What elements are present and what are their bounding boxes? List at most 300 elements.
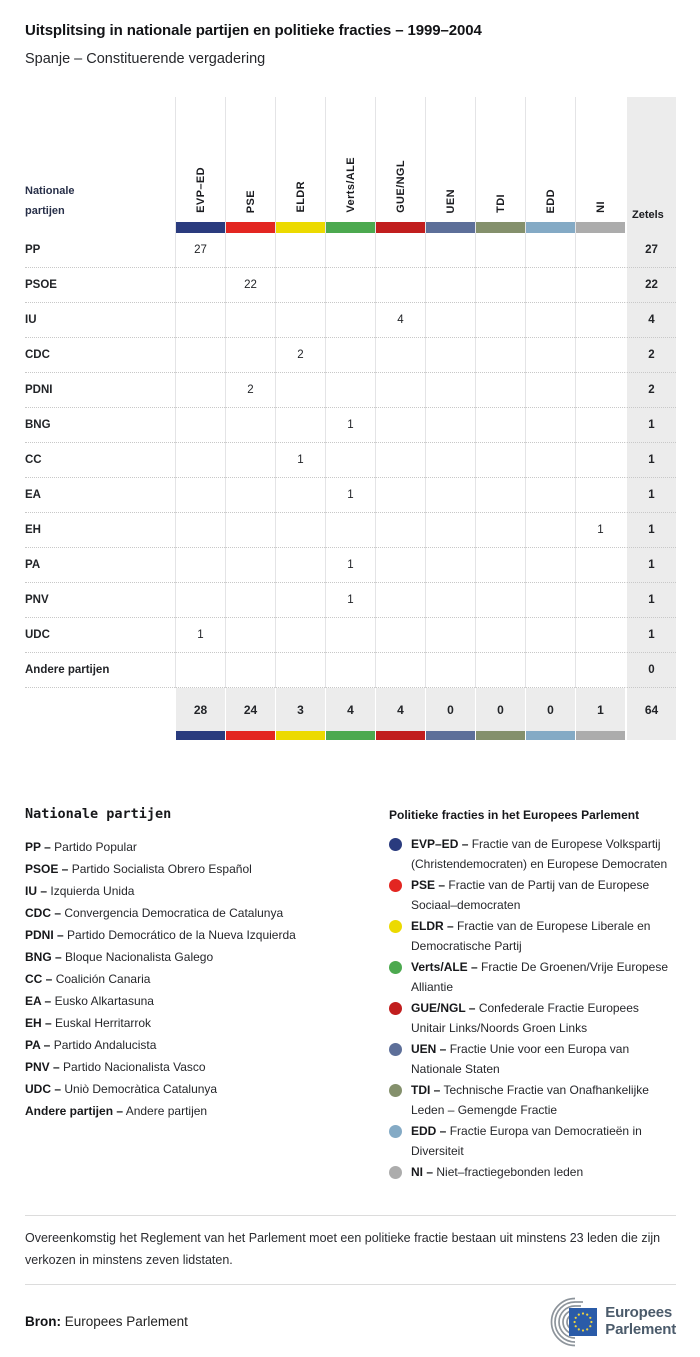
- seat-cell: 1: [325, 583, 375, 618]
- seat-cell: [275, 583, 325, 618]
- table-row: [25, 583, 676, 618]
- seat-cell: [475, 618, 525, 653]
- row-total-seats: 2: [625, 373, 676, 408]
- footnote-section: [25, 1215, 676, 1285]
- seat-cell: [575, 233, 625, 268]
- party-name: Convergencia Democratica de Catalunya: [64, 906, 284, 920]
- group-column-label: EVP–ED: [194, 167, 207, 213]
- seat-cell: [575, 618, 625, 653]
- group-column-header: [175, 97, 225, 233]
- totals-row: [25, 688, 676, 731]
- group-column-header: [225, 97, 275, 233]
- seat-cell: [175, 478, 225, 513]
- seat-cell: [525, 653, 575, 688]
- seat-cell: [425, 653, 475, 688]
- party-abbr: EA –: [25, 994, 52, 1008]
- group-abbr: UEN –: [411, 1042, 447, 1056]
- party-label: UDC: [25, 618, 175, 653]
- table-row: [25, 408, 676, 443]
- table-row: [25, 338, 676, 373]
- seat-cell: [275, 618, 325, 653]
- group-name: Fractie Europa van Democratieën in Diversiteit: [411, 1124, 642, 1158]
- party-abbr: CDC –: [25, 906, 62, 920]
- seat-cell: 1: [325, 408, 375, 443]
- group-total: 0: [475, 688, 525, 731]
- party-legend-item: [25, 1012, 389, 1034]
- group-total: 4: [325, 688, 375, 731]
- group-name: Fractie van de Europese Volkspartij (Christendemocraten) en Europese Democraten: [411, 837, 668, 871]
- seat-cell: [375, 268, 425, 303]
- source: [25, 1314, 188, 1329]
- seat-cell: [375, 408, 425, 443]
- seat-cell: [475, 653, 525, 688]
- seat-cell: 1: [275, 443, 325, 478]
- seat-cell: [375, 338, 425, 373]
- seats-column-footer: [625, 731, 676, 740]
- group-legend-item: [389, 835, 676, 874]
- group-column-header: [325, 97, 375, 233]
- table-row: [25, 233, 676, 268]
- group-total: 24: [225, 688, 275, 731]
- party-legend-item: [25, 1078, 389, 1100]
- group-color-dot: [389, 1002, 402, 1015]
- group-color-bar: [576, 222, 625, 233]
- seat-cell: [475, 583, 525, 618]
- seat-cell: [425, 548, 475, 583]
- seat-cell: [175, 338, 225, 373]
- seat-cell: [325, 303, 375, 338]
- seat-cell: [425, 338, 475, 373]
- group-color-bar: [525, 731, 575, 740]
- seat-cell: [475, 443, 525, 478]
- party-abbr: PNV –: [25, 1060, 60, 1074]
- party-label: CC: [25, 443, 175, 478]
- seat-cell: [575, 268, 625, 303]
- row-total-seats: 1: [625, 548, 676, 583]
- group-column-label: Verts/ALE: [344, 157, 357, 213]
- group-column-label: NI: [594, 201, 607, 213]
- group-legend-item: [389, 917, 676, 956]
- seat-cell: [225, 583, 275, 618]
- seat-cell: [525, 408, 575, 443]
- group-color-bar: [475, 731, 525, 740]
- seat-cell: [275, 408, 325, 443]
- group-abbr: NI –: [411, 1165, 434, 1179]
- group-column-label: ELDR: [294, 181, 307, 213]
- group-column-label: PSE: [244, 189, 257, 213]
- seat-cell: [325, 618, 375, 653]
- row-total-seats: 1: [625, 583, 676, 618]
- party-legend-item: [25, 968, 389, 990]
- group-color-bar: [275, 731, 325, 740]
- group-color-bar: [176, 222, 225, 233]
- row-total-seats: 1: [625, 478, 676, 513]
- seat-cell: 4: [375, 303, 425, 338]
- seat-cell: [525, 478, 575, 513]
- party-abbr: PP –: [25, 840, 51, 854]
- seat-cell: [375, 618, 425, 653]
- seats-column-header: Zetels: [625, 97, 676, 233]
- party-name: Partido Socialista Obrero Español: [71, 862, 252, 876]
- seat-cell: [525, 548, 575, 583]
- totals-row-label: [25, 688, 175, 731]
- group-color-bar: [426, 222, 475, 233]
- party-name: Coalición Canaria: [55, 972, 151, 986]
- table-header: [25, 97, 676, 233]
- seat-cell: [175, 583, 225, 618]
- party-abbr: CC –: [25, 972, 53, 986]
- seat-cell: [425, 303, 475, 338]
- party-label: EH: [25, 513, 175, 548]
- seat-cell: [575, 478, 625, 513]
- seat-cell: [425, 268, 475, 303]
- group-abbr: Verts/ALE –: [411, 960, 478, 974]
- party-legend-item: [25, 836, 389, 858]
- group-column-header: [375, 97, 425, 233]
- party-name: Partido Andalucista: [53, 1038, 157, 1052]
- seat-cell: [175, 373, 225, 408]
- group-abbr: TDI –: [411, 1083, 441, 1097]
- party-abbr: Andere partijen –: [25, 1104, 124, 1118]
- group-name: Confederale Fractie Europees Unitair Links/Noords Groen Links: [411, 1001, 639, 1035]
- seat-cell: [475, 303, 525, 338]
- party-label: EA: [25, 478, 175, 513]
- party-abbr: PSOE –: [25, 862, 69, 876]
- seat-cell: [325, 513, 375, 548]
- seat-cell: [375, 653, 425, 688]
- seat-cell: 22: [225, 268, 275, 303]
- group-total: 0: [425, 688, 475, 731]
- group-color-bar: [326, 222, 375, 233]
- row-total-seats: 0: [625, 653, 676, 688]
- seat-cell: [475, 338, 525, 373]
- seat-cell: [375, 233, 425, 268]
- seat-cell: [275, 478, 325, 513]
- party-abbr: IU –: [25, 884, 48, 898]
- footnote-text: Overeenkomstig het Reglement van het Parlement moet een politieke fractie bestaan uit minstens 23 leden die zijn verkozen in minstens zeven lidstaten.: [25, 1230, 661, 1267]
- row-total-seats: 4: [625, 303, 676, 338]
- row-total-seats: 27: [625, 233, 676, 268]
- party-name: Partido Popular: [54, 840, 137, 854]
- row-total-seats: 1: [625, 513, 676, 548]
- seat-cell: [225, 548, 275, 583]
- row-label-header: Nationale partijen: [25, 185, 75, 217]
- seat-cell: [375, 513, 425, 548]
- group-legend-item: [389, 876, 676, 915]
- seat-cell: [175, 513, 225, 548]
- table-row: [25, 303, 676, 338]
- party-name: Partido Nacionalista Vasco: [63, 1060, 206, 1074]
- table-row: [25, 548, 676, 583]
- group-color-bar: [575, 731, 625, 740]
- group-abbr: ELDR –: [411, 919, 454, 933]
- group-color-dot: [389, 1043, 402, 1056]
- group-color-bar: [276, 222, 325, 233]
- seat-cell: [275, 303, 325, 338]
- group-name: Fractie van de Europese Liberale en Democratische Partij: [411, 919, 651, 953]
- footer: [25, 1285, 676, 1357]
- political-groups-legend: [389, 806, 676, 1185]
- party-name: Izquierda Unida: [50, 884, 135, 898]
- party-legend-item: [25, 924, 389, 946]
- seat-cell: [475, 513, 525, 548]
- row-total-seats: 1: [625, 618, 676, 653]
- group-name: Technische Fractie van Onafhankelijke Leden – Gemengde Fractie: [411, 1083, 649, 1117]
- seat-cell: [375, 373, 425, 408]
- seat-cell: [275, 268, 325, 303]
- table-body: [25, 233, 676, 688]
- party-abbr: EH –: [25, 1016, 52, 1030]
- logo-wordmark: [605, 1305, 676, 1338]
- group-color-dot: [389, 879, 402, 892]
- group-column-label: TDI: [494, 194, 507, 213]
- group-total: 4: [375, 688, 425, 731]
- group-color-bar: [376, 222, 425, 233]
- party-name: Eusko Alkartasuna: [54, 994, 154, 1008]
- party-legend-item: [25, 1100, 389, 1122]
- row-total-seats: 1: [625, 408, 676, 443]
- party-abbr: BNG –: [25, 950, 62, 964]
- group-name: Fractie Unie voor een Europa van Nationale Staten: [411, 1042, 630, 1076]
- bottom-bar-spacer: [25, 731, 175, 740]
- party-name: Bloque Nacionalista Galego: [65, 950, 214, 964]
- party-label: PP: [25, 233, 175, 268]
- seat-cell: [325, 233, 375, 268]
- seat-cell: [425, 618, 475, 653]
- seat-cell: [325, 338, 375, 373]
- seat-cell: [275, 653, 325, 688]
- legends: [25, 806, 676, 1185]
- party-legend-item: [25, 1056, 389, 1078]
- group-total: 0: [525, 688, 575, 731]
- seat-cell: [175, 548, 225, 583]
- party-abbr: UDC –: [25, 1082, 62, 1096]
- political-groups-legend-heading: Politieke fracties in het Europees Parlement: [389, 808, 640, 822]
- seat-cell: [175, 443, 225, 478]
- seat-cell: [575, 338, 625, 373]
- group-color-bar: [425, 731, 475, 740]
- group-color-bar: [225, 731, 275, 740]
- seat-cell: [225, 303, 275, 338]
- group-color-bar: [325, 731, 375, 740]
- seat-cell: [225, 443, 275, 478]
- seat-cell: [425, 233, 475, 268]
- group-color-dot: [389, 961, 402, 974]
- seat-cell: [225, 408, 275, 443]
- seat-cell: [525, 583, 575, 618]
- group-column-label: GUE/NGL: [394, 160, 407, 213]
- group-color-dot: [389, 1084, 402, 1097]
- seat-cell: [225, 618, 275, 653]
- seat-cell: [375, 583, 425, 618]
- group-column-header: [275, 97, 325, 233]
- seat-cell: [425, 443, 475, 478]
- party-name: Euskal Herritarrok: [55, 1016, 152, 1030]
- seat-cell: [325, 653, 375, 688]
- european-parliament-logo: [533, 1297, 676, 1347]
- group-color-dot: [389, 838, 402, 851]
- seat-cell: [225, 513, 275, 548]
- page-subtitle: Spanje – Constituerende vergadering: [25, 51, 266, 67]
- group-legend-item: [389, 1163, 676, 1183]
- logo-line1: Europees: [605, 1304, 673, 1321]
- table-row: [25, 618, 676, 653]
- hemicycle-eu-flag-icon: [533, 1297, 597, 1347]
- group-color-dot: [389, 1125, 402, 1138]
- seat-cell: [575, 548, 625, 583]
- seat-cell: [225, 478, 275, 513]
- party-abbr: PA –: [25, 1038, 51, 1052]
- group-color-bar: [375, 731, 425, 740]
- seat-cell: [275, 513, 325, 548]
- seat-cell: [525, 618, 575, 653]
- group-column-label: UEN: [444, 188, 457, 213]
- seat-cell: [525, 513, 575, 548]
- seat-cell: [375, 478, 425, 513]
- seat-cell: 1: [575, 513, 625, 548]
- row-total-seats: 2: [625, 338, 676, 373]
- seat-cell: [425, 408, 475, 443]
- party-name: Partido Democrático de la Nueva Izquierda: [67, 928, 296, 942]
- party-name: Uniò Democràtica Catalunya: [64, 1082, 218, 1096]
- party-label: PDNI: [25, 373, 175, 408]
- seat-cell: [575, 373, 625, 408]
- group-abbr: EDD –: [411, 1124, 447, 1138]
- seat-cell: 2: [275, 338, 325, 373]
- seat-cell: 1: [325, 478, 375, 513]
- seat-cell: [375, 548, 425, 583]
- seat-cell: [175, 268, 225, 303]
- seat-cell: [475, 233, 525, 268]
- seat-cell: [525, 338, 575, 373]
- logo-line2: Parlement: [605, 1320, 676, 1338]
- seat-cell: [425, 583, 475, 618]
- group-abbr: EVP–ED –: [411, 837, 469, 851]
- group-abbr: PSE –: [411, 878, 446, 892]
- national-parties-legend: [25, 806, 389, 1185]
- group-column-header: [475, 97, 525, 233]
- party-label: BNG: [25, 408, 175, 443]
- seat-cell: [275, 548, 325, 583]
- group-name: Fractie van de Partij van de Europese Sociaal–democraten: [411, 878, 650, 912]
- group-total: 1: [575, 688, 625, 731]
- seat-cell: [575, 303, 625, 338]
- group-total: 3: [275, 688, 325, 731]
- party-legend-item: [25, 858, 389, 880]
- party-legend-item: [25, 880, 389, 902]
- group-legend-item: [389, 999, 676, 1038]
- seat-cell: [175, 303, 225, 338]
- party-label: Andere partijen: [25, 653, 175, 688]
- party-label: PNV: [25, 583, 175, 618]
- group-color-bar: [226, 222, 275, 233]
- seat-cell: [475, 268, 525, 303]
- row-total-seats: 1: [625, 443, 676, 478]
- seat-cell: [425, 513, 475, 548]
- party-label: PA: [25, 548, 175, 583]
- party-label: CDC: [25, 338, 175, 373]
- group-legend-item: [389, 1040, 676, 1079]
- group-color-bar: [476, 222, 525, 233]
- seat-cell: [325, 268, 375, 303]
- group-legend-item: [389, 1081, 676, 1120]
- table-row: [25, 443, 676, 478]
- party-abbr: PDNI –: [25, 928, 64, 942]
- group-abbr: GUE/NGL –: [411, 1001, 476, 1015]
- party-legend-item: [25, 946, 389, 968]
- seats-table: [25, 97, 676, 740]
- seat-cell: [575, 583, 625, 618]
- group-color-dot: [389, 1166, 402, 1179]
- table-row: [25, 513, 676, 548]
- table-row: [25, 478, 676, 513]
- group-legend-item: [389, 958, 676, 997]
- seat-cell: [275, 233, 325, 268]
- party-legend-item: [25, 990, 389, 1012]
- table-row: [25, 373, 676, 408]
- seat-cell: [175, 653, 225, 688]
- seat-cell: [575, 443, 625, 478]
- party-legend-item: [25, 1034, 389, 1056]
- seat-cell: [325, 443, 375, 478]
- table-row: [25, 653, 676, 688]
- seat-cell: [225, 338, 275, 373]
- seat-cell: 1: [175, 618, 225, 653]
- group-legend-item: [389, 1122, 676, 1161]
- group-column-label: EDD: [544, 188, 557, 213]
- group-name: Niet–fractiegebonden leden: [436, 1165, 584, 1179]
- group-column-header: [425, 97, 475, 233]
- seat-cell: 27: [175, 233, 225, 268]
- source-value: Europees Parlement: [64, 1314, 188, 1329]
- seat-cell: [275, 373, 325, 408]
- seat-cell: [175, 408, 225, 443]
- national-parties-legend-heading: Nationale partijen: [25, 806, 172, 822]
- party-label: PSOE: [25, 268, 175, 303]
- seat-cell: [525, 233, 575, 268]
- seat-cell: 1: [325, 548, 375, 583]
- seat-cell: [225, 233, 275, 268]
- group-color-bar: [175, 731, 225, 740]
- seat-cell: [325, 373, 375, 408]
- seat-cell: [475, 478, 525, 513]
- seat-cell: [475, 373, 525, 408]
- group-column-header: [575, 97, 625, 233]
- party-legend-item: [25, 902, 389, 924]
- seat-cell: [525, 443, 575, 478]
- bottom-color-bars: [25, 731, 676, 740]
- seat-cell: [425, 373, 475, 408]
- seat-cell: [225, 653, 275, 688]
- page-title: Uitsplitsing in nationale partijen en politieke fracties – 1999–2004: [25, 22, 482, 39]
- seat-cell: [525, 373, 575, 408]
- seat-cell: 2: [225, 373, 275, 408]
- group-column-header: [525, 97, 575, 233]
- seat-cell: [525, 303, 575, 338]
- seat-cell: [575, 653, 625, 688]
- group-total: 28: [175, 688, 225, 731]
- group-name: Fractie De Groenen/Vrije Europese Alliantie: [411, 960, 669, 994]
- party-label: IU: [25, 303, 175, 338]
- seat-cell: [575, 408, 625, 443]
- source-label: Bron:: [25, 1314, 61, 1329]
- seat-cell: [375, 443, 425, 478]
- table-row: [25, 268, 676, 303]
- party-name: Andere partijen: [125, 1104, 208, 1118]
- seat-cell: [475, 408, 525, 443]
- seat-cell: [425, 478, 475, 513]
- grand-total-seats: 64: [625, 688, 676, 731]
